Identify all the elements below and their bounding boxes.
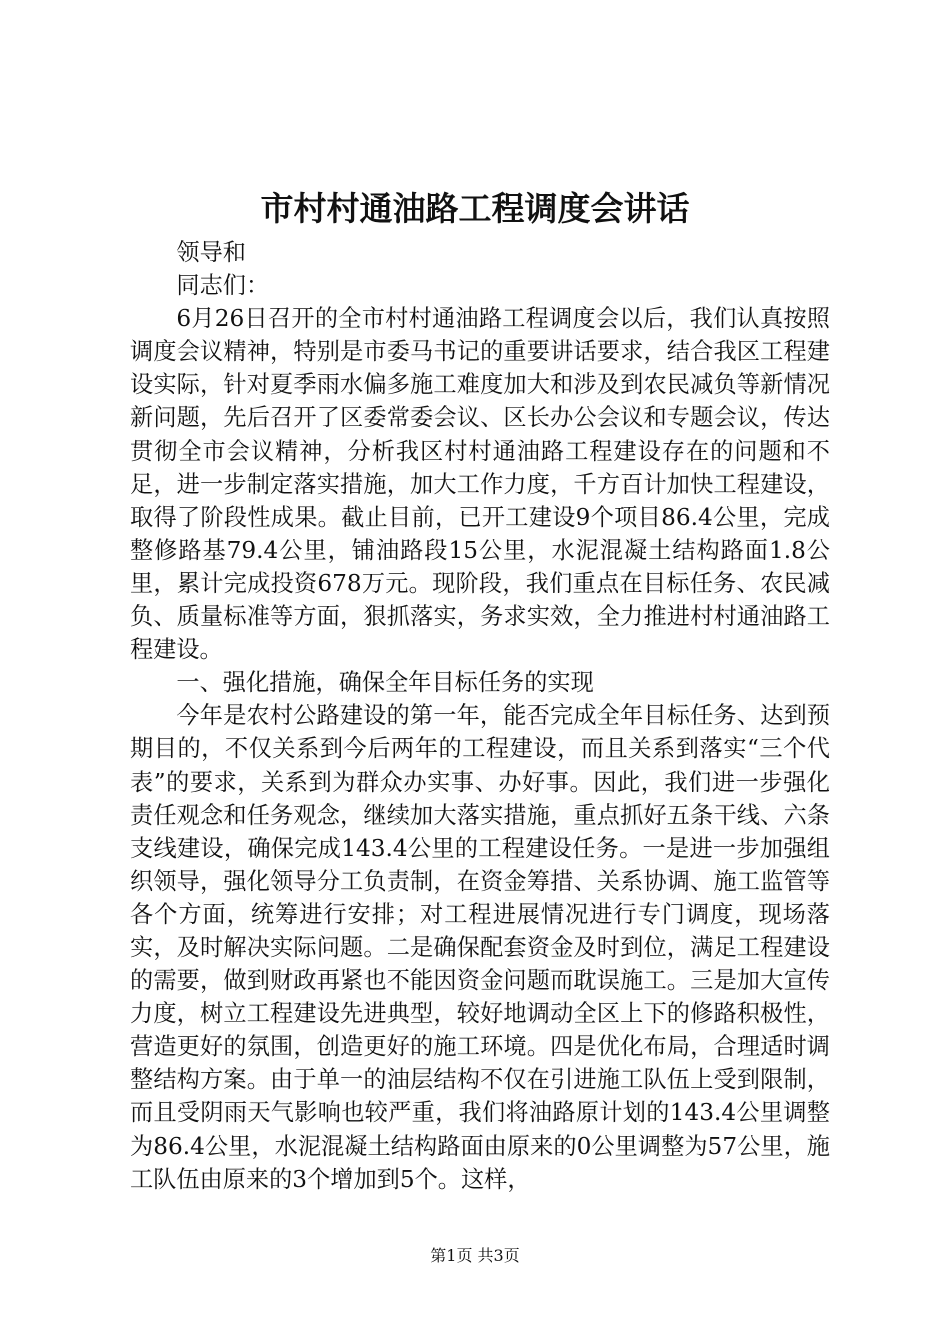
document-body: [130, 236, 830, 1196]
salutation-line-2: 同志们：: [176, 272, 270, 300]
section-1-paragraph: 今年是农村公路建设的第一年，能否完成全年目标任务、达到预期目的，不仅关系到今后两年的工程建设，而且关系到落实“三个代表”的要求，关系到为群众办实事、办好事。因此，我们进一步强化责任观念和任务观念，继续加大落实措施，重点抓好五条干线、六条支线建设，确保完成143.4公里的工程建设任务。一是进一步加强组织领导，强化领导分工负责制，在资金筹措、关系协调、施工监管等各个方面，统筹进行安排；对工程进展情况进行专门调度，现场落实，及时解决实际问题。二是确保配套资金及时到位，满足工程建设的需要，做到财政再紧也不能因资金问题而耽误施工。三是加大宣传力度，树立工程建设先进典型，较好地调动全区上下的修路积极性，营造更好的氛围，创造更好的施工环境。四是优化布局，合理适时调整结构方案。由于单一的油层结构不仅在引进施工队伍上受到限制，而且受阴雨天气影响也较严重，我们将油路原计划的143.4公里调整为86.4公里，水泥混凝土结构路面由原来的0公里调整为57公里，施工队伍由原来的3个增加到5个。这样，: [130, 702, 830, 1193]
salutation-line-1: 领导和: [176, 239, 246, 266]
section-heading-1: 一、强化措施，确保全年目标任务的实现: [176, 669, 594, 697]
intro-paragraph: 6月26日召开的全市村村通油路工程调度会以后，我们认真按照调度会议精神，特别是市委马书记的重要讲话要求，结合我区工程建设实际，针对夏季雨水偏多施工难度加大和涉及到农民减负等新情况新问题，先后召开了区委常委会议、区长办公会议和专题会议，传达贯彻全市会议精神，分析我区村村通油路工程建设存在的问题和不足，进一步制定落实措施，加大工作力度，千方百计加快工程建设，取得了阶段性成果。截止目前，已开工建设9个项目86.4公里，完成整修路基79.4公里，铺油路段15公里，水泥混凝土结构路面1.8公里，累计完成投资678万元。现阶段，我们重点在目标任务、农民减负、质量标准等方面，狠抓落实，务求实效，全力推进村村通油路工程建设。: [130, 305, 830, 664]
page-footer: 第1页 共3页: [430, 1246, 520, 1265]
document-title: 市村村通油路工程调度会讲话: [260, 189, 690, 228]
